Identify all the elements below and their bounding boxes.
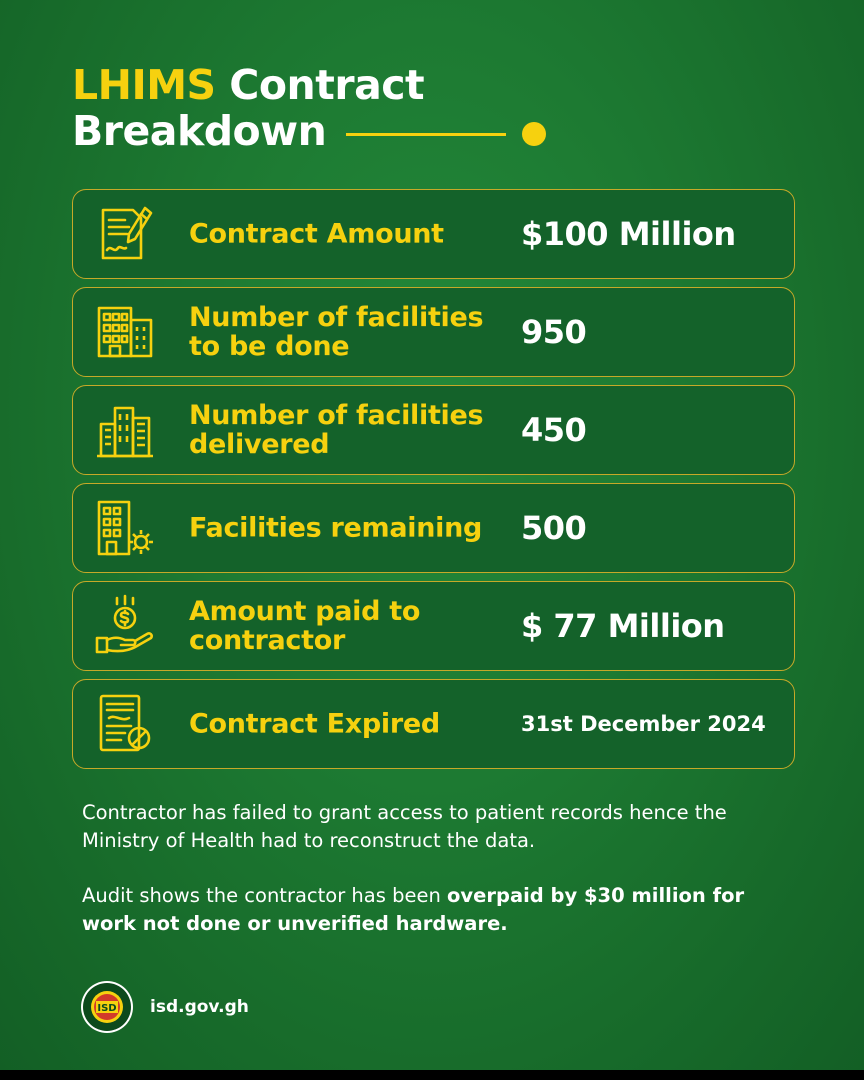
- note-emphasis: overpaid by $30 million for work not done or unverified hardware.: [82, 884, 745, 935]
- title-decorative-line: [346, 133, 506, 136]
- isd-logo-icon: [80, 980, 134, 1034]
- card-value: $100 Million: [521, 215, 736, 253]
- card-contract-amount: [72, 189, 795, 279]
- card-label: Number of facilities delivered: [189, 400, 484, 460]
- contract-cards: [72, 189, 795, 777]
- expired-document-icon: [91, 690, 159, 758]
- website-link[interactable]: isd.gov.gh: [150, 997, 249, 1017]
- hand-coin-icon: [91, 592, 159, 660]
- note-paragraph-1: Contractor has failed to grant access to patient records hence the Ministry of Health had to reconstruct the data.: [82, 801, 727, 852]
- city-buildings-icon: [91, 396, 159, 464]
- card-value: $ 77 Million: [521, 607, 725, 645]
- card-contract-expired: [72, 679, 795, 769]
- card-facilities-remaining: [72, 483, 795, 573]
- note-paragraph-2: [82, 882, 802, 938]
- title-line-2: [72, 108, 546, 154]
- title-rest: Contract: [215, 61, 425, 109]
- page-title: [72, 62, 546, 154]
- card-facilities-delivered: [72, 385, 795, 475]
- title-decorative-dot: [522, 122, 546, 146]
- card-label: Contract Expired: [189, 708, 440, 740]
- title-breakdown: Breakdown: [72, 107, 327, 155]
- card-label: Facilities remaining: [189, 512, 483, 544]
- building-gear-icon: [91, 494, 159, 562]
- card-value: 500: [521, 509, 587, 547]
- title-accent: LHIMS: [72, 61, 216, 109]
- buildings-icon: [91, 298, 159, 366]
- bottom-bar: [0, 1070, 864, 1080]
- note-text: Audit shows the contractor has been: [82, 884, 448, 907]
- card-amount-paid: [72, 581, 795, 671]
- contract-pen-icon: [91, 200, 159, 268]
- card-label: Amount paid to contractor: [189, 596, 421, 656]
- card-value: 450: [521, 411, 587, 449]
- footer: [80, 980, 249, 1034]
- card-label: Number of facilities to be done: [189, 302, 484, 362]
- logo-text: ISD: [97, 1003, 117, 1014]
- title-line-1: [72, 62, 546, 108]
- card-facilities-to-be-done: [72, 287, 795, 377]
- card-value: 31st December 2024: [521, 712, 766, 736]
- card-label: Contract Amount: [189, 218, 444, 250]
- card-value: 950: [521, 313, 587, 351]
